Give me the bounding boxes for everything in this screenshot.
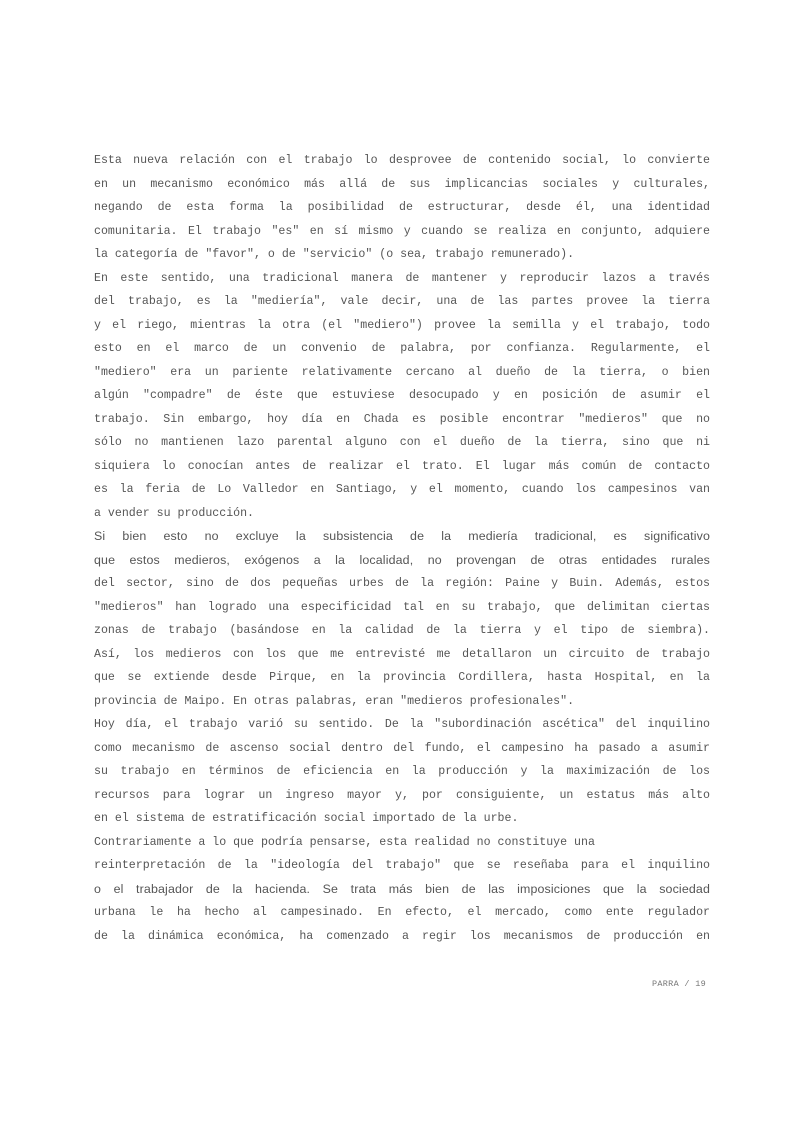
text-line: reinterpretación de la "ideología del trabajo" que se reseñaba para el inquilino [94,859,710,872]
text-line: algún "compadre" de éste que estuviese desocupado y en posición de asumir el [94,389,710,402]
text-line: es la feria de Lo Valledor en Santiago, y el momento, cuando los campesinos van [94,483,710,496]
text-line: su trabajo en términos de eficiencia en la producción y la maximización de los [94,765,710,778]
text-line: que se extiende desde Pirque, en la provincia Cordillera, hasta Hospital, en la [94,671,710,684]
text-line: que estos medieros, exógenos a la localidad, no provengan de otras entidades rurales [94,552,710,567]
text-line: a vender su producción. [94,506,255,520]
text-line: esto en el marco de un convenio de palabra, por confianza. Regularmente, el [94,342,710,355]
page-number-footer: PARRA / 19 [651,979,706,989]
text-line: provincia de Maipo. En otras palabras, eran "medieros profesionales". [94,694,575,708]
text-line: En este sentido, una tradicional manera de mantener y reproducir lazos a través [94,271,710,285]
text-line: zonas de trabajo (basándose en la calidad de la tierra y el tipo de siembra). [94,624,710,637]
text-line: del sector, sino de dos pequeñas urbes de la región: Paine y Buin. Además, estos [94,577,710,590]
text-line: la categoría de "favor", o de "servicio" (o sea, trabajo remunerado). [94,248,575,261]
text-line: sólo no mantienen lazo parental alguno con el dueño de la tierra, sino que ni [94,436,710,449]
text-line: recursos para lograr un ingreso mayor y, por consiguiente, un estatus más alto [94,788,710,802]
body-text [94,149,710,948]
text-line: siquiera lo conocían antes de realizar el trato. El lugar más común de contacto [94,459,710,473]
text-line: negando de esta forma la posibilidad de estructurar, desde él, una identidad [94,201,710,214]
text-line: en el sistema de estratificación social importado de la urbe. [94,812,519,825]
text-line: Contrariamente a lo que podría pensarse, esta realidad no constituye una [94,835,595,849]
text-line: como mecanismo de ascenso social dentro del fundo, el campesino ha pasado a asumir [94,741,710,755]
text-line: "mediero" era un pariente relativamente cercano al dueño de la tierra, o bien [94,365,710,379]
text-line: trabajo. Sin embargo, hoy día en Chada es posible encontrar "medieros" que no [94,412,710,426]
text-line: Hoy día, el trabajo varió su sentido. De la "subordinación ascética" del inquilino [94,718,710,731]
text-line: Si bien esto no excluye la subsistencia de la mediería tradicional, es significativo [94,529,710,543]
text-line: o el trabajador de la hacienda. Se trata más bien de las imposiciones que la sociedad [94,881,710,896]
text-line: comunitaria. El trabajo "es" en sí mismo y cuando se realiza en conjunto, adquiere [94,224,710,238]
text-line: "medieros" han logrado una especificidad tal en su trabajo, que delimitan ciertas [94,600,710,614]
text-line: de la dinámica económica, ha comenzado a regir los mecanismos de producción en [94,929,710,943]
text-line: urbana le ha hecho al campesinado. En efecto, el mercado, como ente regulador [94,906,710,919]
text-line: en un mecanismo económico más allá de sus implicancias sociales y culturales, [94,177,710,191]
text-line: Así, los medieros con los que me entrevisté me detallaron un circuito de trabajo [94,647,710,661]
text-line: y el riego, mientras la otra (el "mediero") provee la semilla y el trabajo, todo [94,318,710,332]
text-line: Esta nueva relación con el trabajo lo desprovee de contenido social, lo convierte [94,154,710,167]
text-line: del trabajo, es la "mediería", vale decir, una de las partes provee la tierra [94,295,710,308]
